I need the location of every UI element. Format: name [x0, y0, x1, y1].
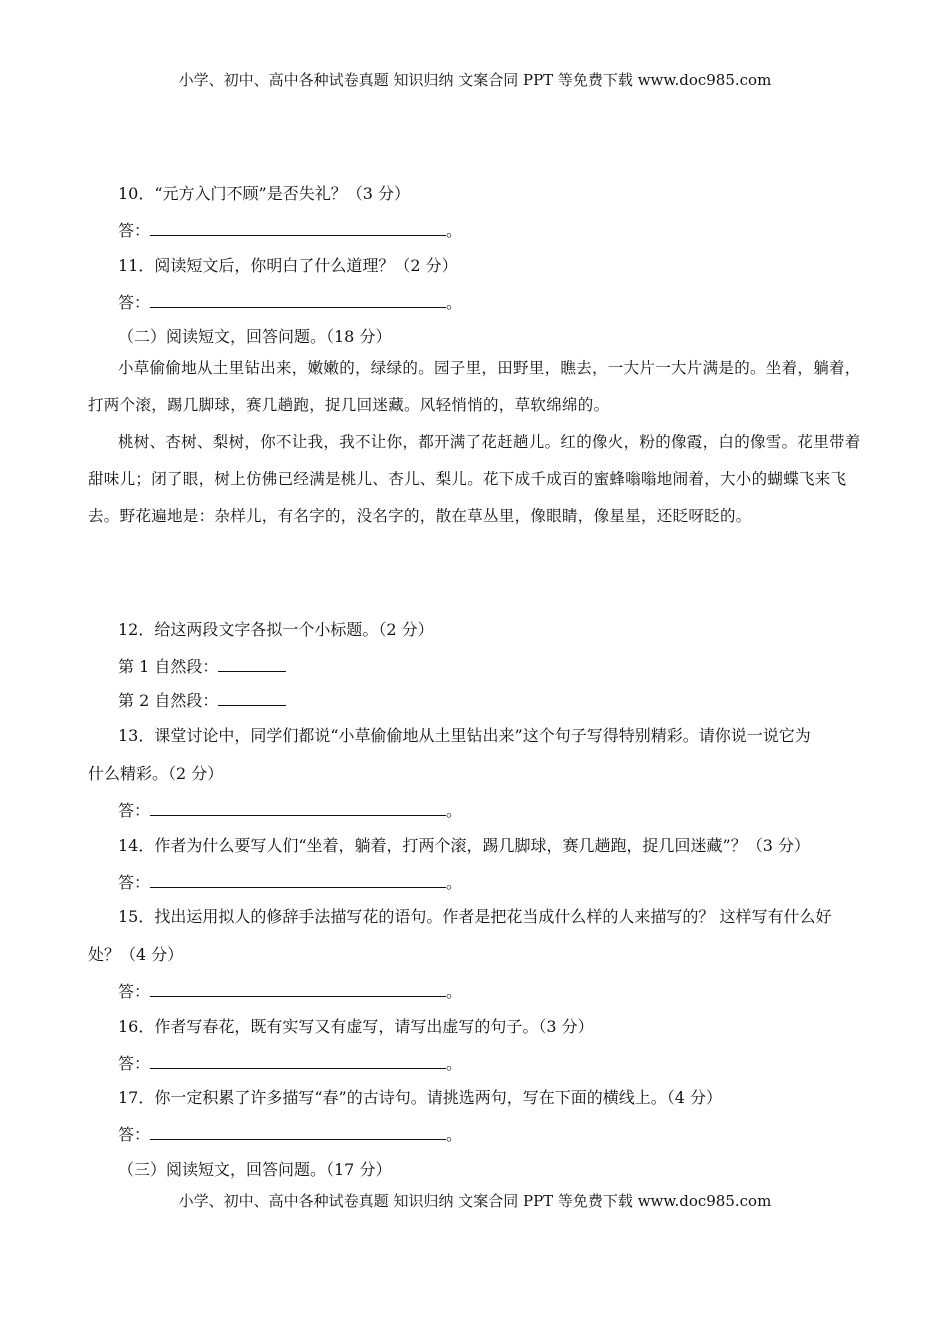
answer-line-14: [118, 870, 462, 893]
answer-blank[interactable]: [150, 293, 446, 308]
answer-period: 。: [446, 293, 463, 312]
answer-period: 。: [446, 221, 463, 240]
answer-line-11: [118, 290, 462, 313]
question-13-line-2: 什么精彩。（2 分）: [88, 764, 224, 783]
question-14: 14．作者为什么要写人们“坐着，躺着，打两个滚，踢几脚球，赛几趟跑，捉几回迷藏”？（3 分）: [118, 836, 810, 855]
q12-label-2: 第 2 自然段：: [118, 691, 219, 710]
answer-blank[interactable]: [150, 1054, 446, 1069]
question-16: 16．作者写春花，既有实写又有虚写，请写出虚写的句子。（3 分）: [118, 1017, 594, 1036]
section-2-heading: （二）阅读短文，回答问题。（18 分）: [118, 327, 392, 346]
passage-paragraph-2: 桃树、杏树、梨树，你不让我，我不让你，都开满了花赶趟儿。红的像火，粉的像霞，白的像雪。花里带着甜味儿；闭了眼，树上仿佛已经满是桃儿、杏儿、梨儿。花下成千成百的蜜蜂嗡嗡地闹着，大小的蝴蝶飞来飞去。野花遍地是：杂样儿，有名字的，没名字的，散在草丛里，像眼睛，像星星，还眨呀眨的。: [88, 433, 861, 525]
q12-paragraph-1-line: [118, 654, 286, 677]
question-10: 10．“元方入门不顾”是否失礼？（3 分）: [118, 184, 410, 203]
question-15-line-1: 15．找出运用拟人的修辞手法描写花的语句。作者是把花当成什么样的人来描写的？ 这样写有什么好: [118, 907, 832, 926]
answer-line-15: [118, 979, 462, 1002]
question-11: 11．阅读短文后，你明白了什么道理？（2 分）: [118, 256, 458, 275]
answer-label: 答：: [118, 293, 151, 312]
question-12: 12．给这两段文字各拟一个小标题。（2 分）: [118, 620, 434, 639]
answer-period: 。: [446, 801, 463, 820]
answer-period: 。: [446, 982, 463, 1001]
q12-label-1: 第 1 自然段：: [118, 657, 219, 676]
page-header: 小学、初中、高中各种试卷真题 知识归纳 文案合同 PPT 等免费下载 www.doc985.com: [178, 71, 772, 89]
answer-label: 答：: [118, 982, 151, 1001]
question-17: 17．你一定积累了许多描写“春”的古诗句。请挑选两句，写在下面的横线上。（4 分）: [118, 1088, 722, 1107]
page-footer: 小学、初中、高中各种试卷真题 知识归纳 文案合同 PPT 等免费下载 www.doc985.com: [178, 1192, 772, 1210]
answer-blank[interactable]: [218, 657, 286, 672]
answer-blank[interactable]: [150, 982, 446, 997]
answer-blank[interactable]: [218, 691, 286, 706]
answer-period: 。: [446, 1054, 463, 1073]
answer-line-17: [118, 1122, 462, 1145]
answer-blank[interactable]: [150, 1125, 446, 1140]
answer-line-13: [118, 798, 462, 821]
passage-paragraph-1: 小草偷偷地从土里钻出来，嫩嫩的，绿绿的。园子里，田野里，瞧去，一大片一大片满是的。坐着，躺着，打两个滚，踢几脚球，赛几趟跑，捉几回迷藏。风轻悄悄的，草软绵绵的。: [88, 359, 861, 414]
answer-label: 答：: [118, 221, 151, 240]
answer-line-16: [118, 1051, 462, 1074]
answer-blank[interactable]: [150, 801, 446, 816]
answer-label: 答：: [118, 873, 151, 892]
answer-label: 答：: [118, 1125, 151, 1144]
answer-blank[interactable]: [150, 873, 446, 888]
question-13-line-1: 13．课堂讨论中，同学们都说“小草偷偷地从土里钻出来”这个句子写得特别精彩。请你说一说它为: [118, 726, 811, 745]
q12-paragraph-2-line: [118, 688, 286, 711]
answer-blank[interactable]: [150, 221, 446, 236]
answer-label: 答：: [118, 1054, 151, 1073]
answer-label: 答：: [118, 801, 151, 820]
answer-period: 。: [446, 1125, 463, 1144]
answer-line-10: [118, 218, 462, 241]
passage: [88, 350, 868, 535]
section-3-heading: （三）阅读短文，回答问题。（17 分）: [118, 1160, 392, 1179]
answer-period: 。: [446, 873, 463, 892]
question-15-line-2: 处？（4 分）: [88, 945, 184, 964]
